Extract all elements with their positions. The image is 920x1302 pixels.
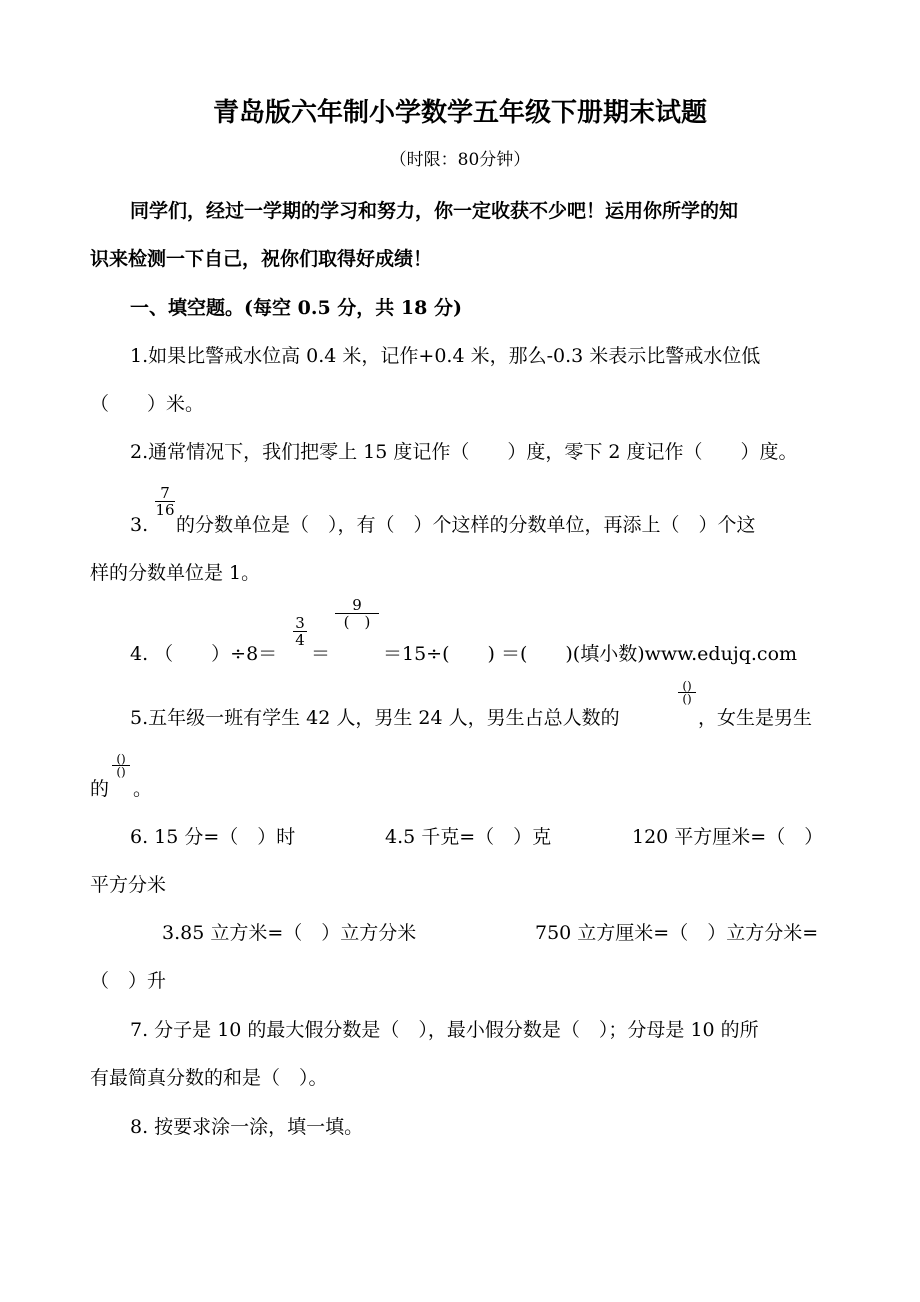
- time-limit: （时限：80分钟）: [389, 150, 531, 170]
- q1-line-1: 1.如果比警戒水位高 0.4 米，记作+0.4 米，那么-0.3 米表示比警戒水位低: [130, 345, 761, 367]
- q3-prefix: 3.: [130, 514, 149, 536]
- q5-line-2-prefix: 的: [90, 778, 110, 800]
- q3-fraction: [155, 485, 175, 518]
- q3-line-1: 的分数单位是（ ），有（ ）个这样的分数单位，再添上（ ）个这: [176, 514, 756, 536]
- q5-line-2-suffix: 。: [133, 778, 153, 800]
- q5-line-1-end: ，女生是男生: [698, 707, 813, 729]
- q3-line-2: 样的分数单位是 1。: [90, 562, 261, 584]
- q4-part-1: 4. （ ）÷8＝: [130, 643, 278, 665]
- q2-line-1: 2.通常情况下，我们把零上 15 度记作（ ）度，零下 2 度记作（ ）度。: [130, 441, 798, 463]
- page-title: 青岛版六年制小学数学五年级下册期末试题: [212, 98, 707, 128]
- q4-part-2: ＝15÷( ) ＝( )(填小数)www.edujq.com: [383, 643, 798, 665]
- q4-fraction-2: [335, 597, 379, 630]
- q6-item-b: 4.5 千克=（ ）克: [385, 826, 552, 848]
- q1-line-2: （ ）米。: [90, 393, 205, 415]
- q5-blank1-denominator: (): [678, 692, 696, 705]
- q5-line-1: 5.五年级一班有学生 42 人，男生 24 人，男生占总人数的: [130, 707, 620, 729]
- q4-frac2-denominator: ( ): [335, 613, 379, 630]
- q4-frac1-numerator: 3: [295, 614, 305, 632]
- q6-item-e-litre: （ ）升: [90, 970, 167, 992]
- q6-item-a: 6. 15 分=（ ）时: [130, 826, 296, 848]
- intro-line-2: 识来检测一下自己，祝你们取得好成绩！: [90, 248, 433, 270]
- q5-blank1-numerator: (): [682, 679, 692, 693]
- q6-item-d: 3.85 立方米=（ ）立方分米: [162, 922, 417, 944]
- q6-item-e: 750 立方厘米=（ ）立方分米=: [535, 922, 819, 944]
- q5-blank2-numerator: (): [116, 752, 126, 766]
- q7-line-2: 有最简真分数的和是（ ）。: [90, 1067, 328, 1089]
- q4-frac2-numerator: 9: [352, 596, 362, 614]
- q5-fraction-blank-2: [112, 753, 130, 778]
- q3-frac-denominator: 16: [155, 501, 175, 519]
- q5-fraction-blank-1: [678, 680, 696, 705]
- q7-line-1: 7. 分子是 10 的最大假分数是（ ），最小假分数是（ ）；分母是 10 的所: [130, 1019, 759, 1041]
- section-1-heading: 一、填空题。(每空 0.5 分，共 18 分): [130, 297, 462, 319]
- q8-line-1: 8. 按要求涂一涂，填一填。: [130, 1116, 364, 1138]
- intro-line-1: 同学们，经过一学期的学习和努力，你一定收获不少吧！运用你所学的知: [130, 200, 739, 222]
- q6-item-c-unit: 平方分米: [90, 874, 167, 896]
- q4-equals: ＝: [311, 643, 331, 665]
- q6-item-c: 120 平方厘米=（ ）: [632, 826, 824, 848]
- q4-frac1-denominator: 4: [293, 631, 307, 648]
- q4-fraction-1: [293, 615, 307, 648]
- q3-frac-numerator: 7: [160, 484, 170, 502]
- q5-blank2-denominator: (): [112, 765, 130, 778]
